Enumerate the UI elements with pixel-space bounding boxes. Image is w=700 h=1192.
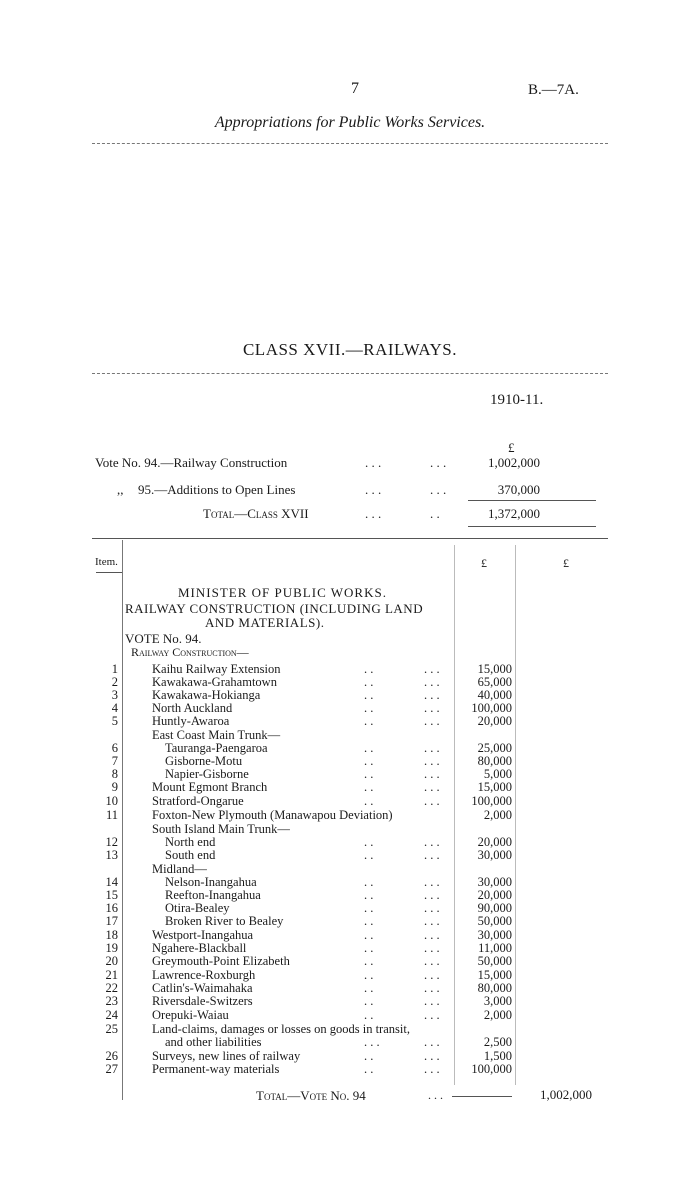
item-label: Kawakawa-Grahamtown [152,675,277,689]
table-row [0,1008,700,1022]
table-row [0,701,700,715]
item-number: 24 [105,1008,118,1022]
item-amount: 15,000 [477,662,512,676]
table-row [0,1049,700,1063]
leader-dots: . . . [424,914,440,928]
column-header-pounds-2: £ [563,556,569,570]
leader-dots: . . [364,1062,374,1076]
document-reference: B.—7A. [528,82,579,98]
item-label: Kawakawa-Hokianga [152,688,261,702]
leader-dots: . . . [424,767,440,781]
item-number: 12 [105,835,118,849]
item-amount: 40,000 [477,688,512,702]
leader-dots: . . [364,994,374,1008]
leader-dots: . . . [424,1062,440,1076]
leader-dots: . . . [424,928,440,942]
item-label: Orepuki-Waiau [152,1008,229,1022]
group-heading-label: Midland— [152,862,207,876]
table-row [0,675,700,689]
leader-dots: . . [364,928,374,942]
item-number: 26 [105,1049,118,1063]
item-label: Kaihu Railway Extension [152,662,281,676]
item-label: Riversdale-Switzers [152,994,253,1008]
leader-dots: . . [364,662,374,676]
item-number: 13 [105,848,118,862]
page-subtitle: Appropriations for Public Works Services. [214,114,486,131]
leader-dots: . . . [430,482,447,497]
group-heading-label: East Coast Main Trunk— [152,728,281,742]
item-label: Land-claims, damages or losses on goods in transit, [152,1022,410,1036]
item-amount: 2,500 [483,1035,512,1049]
leader-dots: . . . [424,714,440,728]
summary-subtotal-rule [468,500,596,501]
leader-dots: . . . [424,994,440,1008]
item-amount: 20,000 [477,835,512,849]
item-amount: 11,000 [478,941,512,955]
table-row [0,835,700,849]
item-number: 25 [105,1022,118,1036]
table-row [0,794,700,808]
item-label: South end [165,848,216,862]
leader-dots: . . . [424,941,440,955]
item-number: 16 [105,901,118,915]
leader-dots: . . [364,888,374,902]
table-row [0,754,700,768]
table-row [0,928,700,942]
table-row [0,954,700,968]
section-heading: RAILWAY CONSTRUCTION (INCLUDING LAND [125,601,424,616]
table-row [0,901,700,915]
leader-dots: . . . [424,688,440,702]
summary-currency: £ [508,440,515,455]
leader-dots: . . . [424,835,440,849]
item-number: 4 [111,701,118,715]
item-number: 7 [111,754,118,768]
leader-dots: . . . [424,848,440,862]
table-row [0,848,700,862]
leader-dots: . . [430,506,440,521]
class-title: CLASS XVII.—RAILWAYS. [242,340,458,359]
group-heading-label: South Island Main Trunk— [152,822,290,836]
leader-dots: . . [364,1008,374,1022]
leader-dots: . . . [364,1035,380,1049]
item-amount: 100,000 [471,701,512,715]
item-amount: 1,500 [483,1049,512,1063]
item-amount: 25,000 [477,741,512,755]
leader-dots: . . [364,968,374,982]
item-number: 10 [105,794,118,808]
item-number: 11 [105,808,118,822]
table-row [0,1022,700,1049]
item-amount: 15,000 [477,968,512,982]
group-heading [0,728,700,742]
leader-dots: . . [364,701,374,715]
item-amount: 30,000 [477,848,512,862]
table-row [0,662,700,676]
leader-dots: . . [364,848,374,862]
leader-dots: . . [364,794,374,808]
leader-dots: . . [364,741,374,755]
vote-total-amount: 1,002,000 [540,1087,592,1102]
leader-dots: . . . [365,506,382,521]
item-number: 21 [105,968,118,982]
summary-amount: 370,000 [497,482,540,497]
leader-dots: . . [364,875,374,889]
item-number: 2 [111,675,118,689]
leader-dots: . . . [424,780,440,794]
leader-dots: . . . [424,675,440,689]
leader-dots: . . [364,714,374,728]
item-number: 9 [111,780,118,794]
item-amount: 80,000 [477,754,512,768]
item-number: 19 [105,941,118,955]
header-rule [92,143,608,144]
table-row [0,767,700,781]
table-row [0,968,700,982]
table-row [0,875,700,889]
leader-dots: . . . [424,981,440,995]
table-row [0,914,700,928]
item-label: Tauranga-Paengaroa [165,741,268,755]
item-number: 8 [111,767,118,781]
summary-total-amount: 1,372,000 [488,506,540,521]
leader-dots: . . . [428,1088,443,1102]
leader-dots: . . [364,954,374,968]
leader-dots: . . . [424,1035,440,1049]
leader-dots: . . . [424,968,440,982]
item-label: Huntly-Awaroa [152,714,230,728]
item-amount: 30,000 [477,875,512,889]
leader-dots: . . [364,688,374,702]
ditto-mark: ,, [117,482,124,497]
vote-heading: VOTE No. 94. [125,631,202,646]
item-label: Gisborne-Motu [165,754,243,768]
summary-label: 95.—Additions to Open Lines [138,482,296,497]
leader-dots: . . [364,941,374,955]
item-label: Westport-Inangahua [152,928,254,942]
page-number: 7 [351,80,359,97]
item-amount: 65,000 [477,675,512,689]
item-number: 27 [105,1062,118,1076]
item-header-rule [96,572,122,573]
item-label-cont: and other liabilities [165,1035,262,1049]
leader-dots: . . . [424,888,440,902]
item-amount: 20,000 [477,888,512,902]
leader-dots: . . [364,780,374,794]
vote-total-label: Total—Vote No. 94 [256,1088,366,1103]
leader-dots: . . . [424,875,440,889]
leader-dots: . . . [365,482,382,497]
item-label: Nelson-Inangahua [165,875,257,889]
item-label: Greymouth-Point Elizabeth [152,954,290,968]
ministry-heading: MINISTER OF PUBLIC WORKS. [178,585,387,600]
item-amount: 30,000 [477,928,512,942]
item-number: 18 [105,928,118,942]
table-row [0,941,700,955]
leader-dots: . . [364,767,374,781]
leader-dots: . . [364,1049,374,1063]
column-header-pounds-1: £ [481,556,487,570]
item-number: 1 [111,662,118,676]
item-amount: 90,000 [477,901,512,915]
item-amount: 100,000 [471,794,512,808]
leader-dots: . . . [424,1049,440,1063]
item-amount: 50,000 [477,954,512,968]
item-number: 23 [105,994,118,1008]
section-heading-cont: AND MATERIALS). [205,615,325,630]
table-row [0,780,700,794]
item-label: Catlin's-Waimahaka [152,981,253,995]
leader-dots: . . . [424,901,440,915]
leader-dots: . . . [424,754,440,768]
column-header-item: Item. [95,556,118,568]
item-amount: 3,000 [483,994,512,1008]
item-label: Broken River to Bealey [165,914,284,928]
leader-dots: . . . [424,741,440,755]
leader-dots: . . [364,675,374,689]
item-amount: 5,000 [483,767,512,781]
table-row [0,888,700,902]
leader-dots: . . . [424,662,440,676]
leader-dots: . . . [424,1008,440,1022]
leader-dots: . . [364,981,374,995]
leader-dots: . . . [424,701,440,715]
table-row [0,1062,700,1076]
item-label: Surveys, new lines of railway [152,1049,301,1063]
item-amount: 2,000 [483,808,512,822]
table-top-rule [92,538,608,539]
item-amount: 80,000 [477,981,512,995]
table-row [0,981,700,995]
table-row [0,994,700,1008]
group-heading [0,822,700,836]
table-row [0,741,700,755]
summary-total-rule [468,526,596,527]
leader-dots: . . [364,835,374,849]
summary-total-label: Total—Class XVII [203,506,309,521]
item-label: North end [165,835,216,849]
item-label: Stratford-Ongarue [152,794,244,808]
leader-dots: . . . [365,455,382,470]
item-amount: 20,000 [477,714,512,728]
table-row [0,808,700,822]
summary-year: 1910-11. [490,392,544,408]
table-row [0,714,700,728]
item-number: 22 [105,981,118,995]
summary-label: Vote No. 94.—Railway Construction [95,455,288,470]
leader-dots: . . . [424,954,440,968]
vote-total-rule [452,1096,512,1097]
item-number: 20 [105,954,118,968]
item-label: Foxton-New Plymouth (Manawapou Deviation) [152,808,393,822]
leader-dots: . . [364,754,374,768]
item-label: Reefton-Inangahua [165,888,261,902]
item-number: 17 [105,914,118,928]
summary-total-row [95,506,615,522]
item-number: 14 [105,875,118,889]
summary-row [95,455,615,471]
summary-amount: 1,002,000 [488,455,540,470]
item-amount: 50,000 [477,914,512,928]
item-label: Ngahere-Blackball [152,941,247,955]
item-label: Permanent-way materials [152,1062,280,1076]
summary-row [95,482,615,498]
leader-dots: . . . [430,455,447,470]
item-amount: 15,000 [477,780,512,794]
group-heading [0,862,700,876]
item-amount: 2,000 [483,1008,512,1022]
item-label: Lawrence-Roxburgh [152,968,256,982]
item-number: 3 [111,688,118,702]
table-row [0,688,700,702]
subheading: Railway Construction— [131,645,249,659]
item-label: Otira-Bealey [165,901,230,915]
item-number: 15 [105,888,118,902]
item-label: Napier-Gisborne [165,767,249,781]
class-rule [92,373,608,374]
item-amount: 100,000 [471,1062,512,1076]
leader-dots: . . [364,914,374,928]
item-number: 6 [111,741,118,755]
leader-dots: . . . [424,794,440,808]
item-label: Mount Egmont Branch [152,780,268,794]
leader-dots: . . [364,901,374,915]
item-label: North Auckland [152,701,233,715]
item-number: 5 [111,714,118,728]
